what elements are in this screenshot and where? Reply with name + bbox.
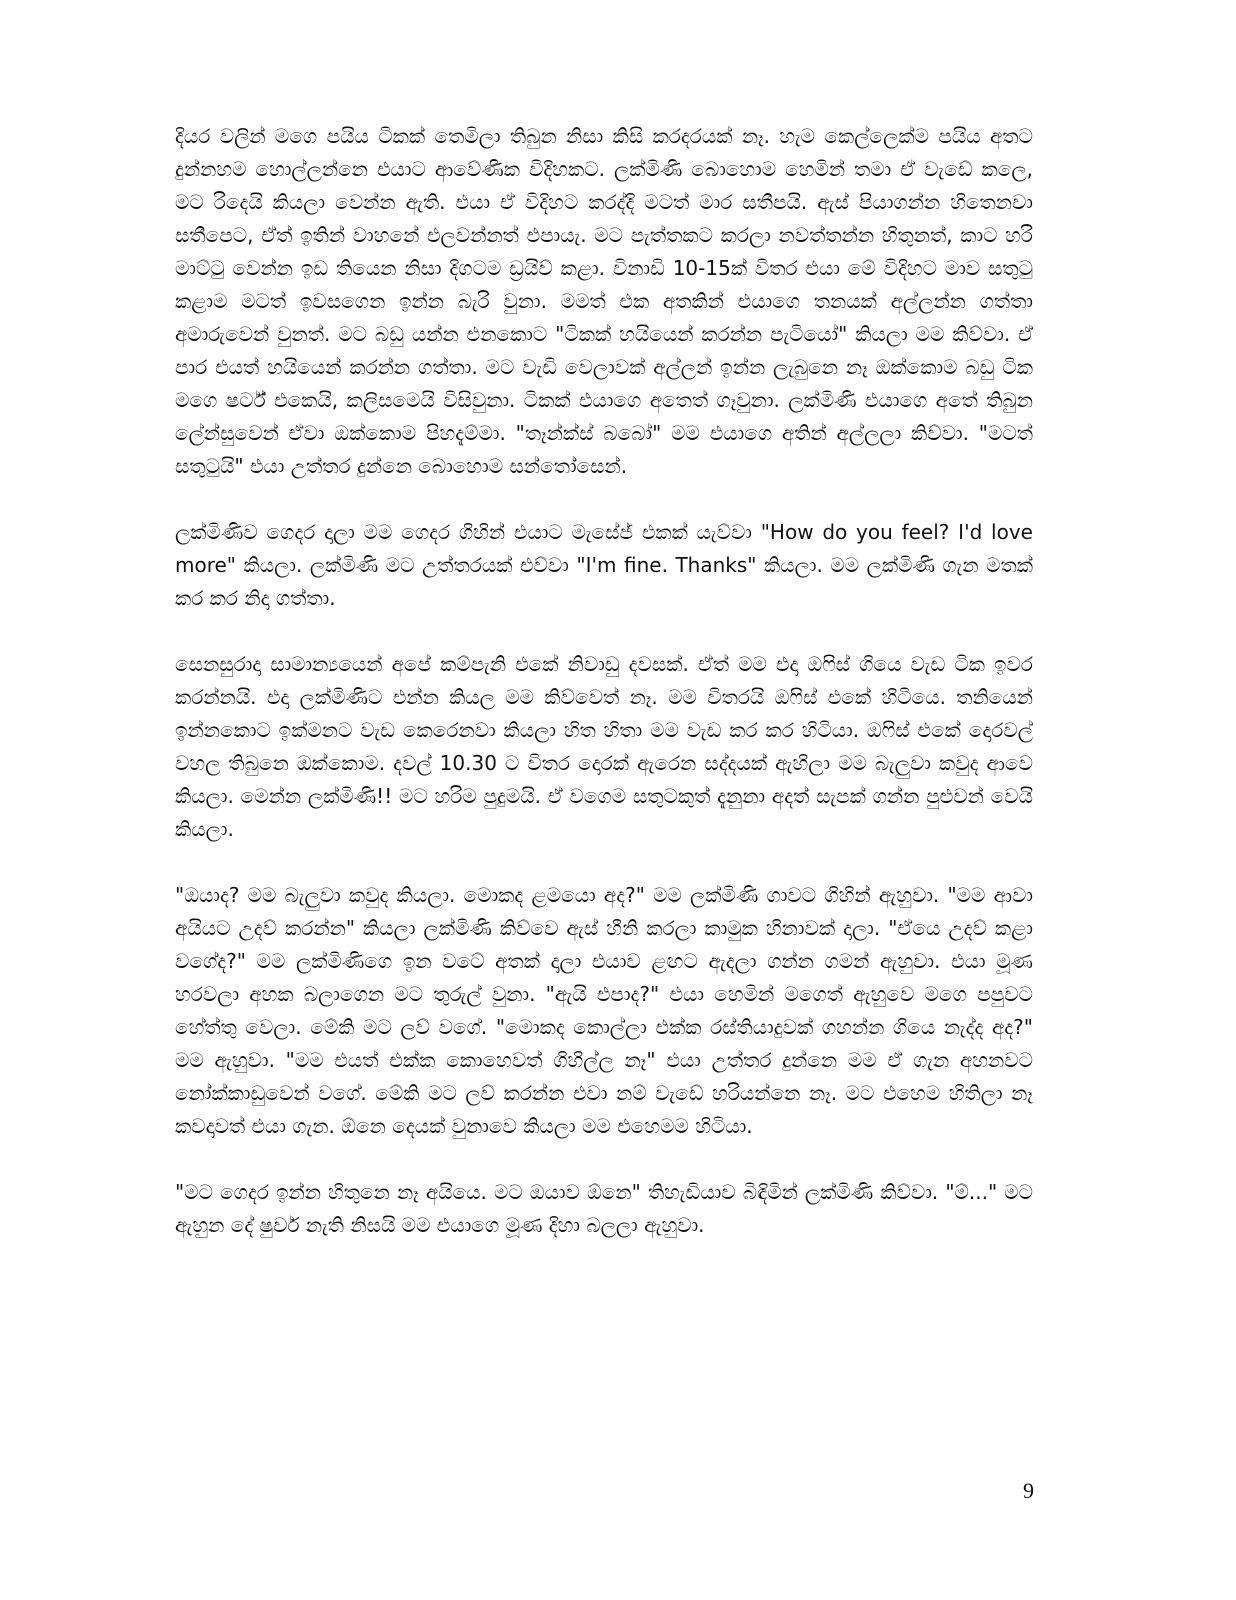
paragraph-4: "ඔයාද? මම බැලුවා කවුද කියලා. මොකද ළමයො අද?" මම ලක්මිණි ගාවට ගිහින් ඇහුවා. "මම ආවා අයියට උදව් කරන්න" කියලා ලක්මිණි කිව්වෙ ඇස් හීනි කරලා කාමුක හිනාවක් දාලා. "ඒයෙ උදව් කළා වගේද?" මම ලක්මිණිගෙ ඉන වටේ අතක් දාලා එයාව ළඟට ඇදලා ගන්න ගමන් ඇහුවා. එයා මූණ හරවලා අහක බලාගෙන මට තුරුල් වුනා. "ඇයි එපාද?" එයා හෙමින් මගෙත් ඇහුවෙ මගෙ පපුවට හේත්තු වෙලා. මේකි මට ලව් වගේ. "මොකද කොල්ලා එක්ක රස්තියාදුවක් ගහන්න ගියෙ නැද්ද අද?" මම ඇහුවා. "මම එයත් එක්ක කොහෙවත් ගිහිල්ල නෑ" එයා උත්තර දුන්නෙ මම ඒ ගැන අහනවට නෝක්කාඩුවෙන් වගේ. මේකි මට ලව් කරන්න එවා නම් වැඩේ හරියන්නෙ නෑ. මට එහෙම හිතිලා නෑ කවදාවත් එයා ගැන. ඕනෙ දෙයක් වුනාවෙ කියලා මම එහෙමම හිටියා.: [175, 883, 1033, 1138]
paragraph-1: දියර වලින් මගෙ පයිය ටිකක් තෙමිලා තිබුන නිසා කිසි කරදරයක් නෑ. හැම කෙල්ලෙක්ම පයිය අතට දුන්නහම හොල්ලන්නෙ එයාට ආවේණික විදිහකට. ලක්මිණි බොහොම හෙමින් තමා ඒ වැඩේ කලෙ, මට රිදෙයි කියලා වෙන්න ඇති. එයා ඒ විදිහට කරද්දි මටත් මාර සතීපයි. ඇස් පියාගන්න හිතෙනවා සතීපෙට, ඒත් ඉතින් වාහනේ එලවන්නත් එපායැ. මට පැත්තකට කරලා නවත්තන්න හිතුනත්, කාට හරි මාට්ටු වෙන්න ඉඩ තියෙන නිසා දිගටම ඩ්‍රයිව් කළා. විනාඩි 10-15ක් විතර එයා මේ විදිහට මාව සතුටු කළාම මටත් ඉවසගෙන ඉන්න බැරි වුනා. මමත් එක අතකින් එයාගෙ තනයක් අල්ලන්න ගත්තා අමාරුවෙන් වුනත්. මට බඩු යන්න එනකොට "ටිකක් හයියෙන් කරන්න පැටියෝ" කියලා මම කිව්වා. ඒ පාර එයත් හයියෙන් කරන්න ගත්තා. මට වැඩි වෙලාවක් අල්ලන් ඉන්න ලැබුනෙ නෑ ඔක්කොම බඩු ටික මගෙ ෂර්ට් එකෙයි, කලිසමෙයි විසිවුනා. ටිකක් එයාගෙ අතෙත් ගෑවුනා. ලක්මිණි එයාගෙ අතේ තිබුන ලේන්සුවෙන් ඒවා ඔක්කොම පිහදැම්මා. "තෑන්ක්ස් බබෝ" මම එයාගෙ අතින් අල්ලලා කිව්වා. "මටත් සතුටුයි" එයා උත්තර දුන්නෙ බොහොම සන්තෝසෙන්.: [175, 124, 1033, 478]
paragraph-2: ලක්මිණිව ගෙදර දාලා මම ගෙදර ගිහින් එයාට මැසේජ් එකක් යැව්වා "How do you feel? I'd love more" කියලා. ලක්මිණි මට උත්තරයක් එව්වා "I'm fine. Thanks" කියලා. මම ලක්මිණි ගැන මතක් කර කර නිදා ගත්තා.: [175, 520, 1033, 610]
paragraph-5: "මට ගෙදර ඉන්න හිතුනෙ නෑ අයියෙ. මට ඔයාව ඕනෙ" තිහැඩියාව බිඳිමින් ලක්මිණි කිව්වා. "ම්..." මට ඇහුන දේ ෂුවර් නැති නිසයි මම එයාගෙ මූණ දිහා බලලා ඇහුවා.: [175, 1180, 1033, 1237]
page-number: 9: [1023, 1478, 1034, 1503]
page-body-text: [175, 120, 1033, 1275]
paragraph-3: සෙනසුරාදා සාමාන්‍යයෙන් අපේ කම්පැනි එකේ නිවාඩු දවසක්. ඒත් මම එදා ඔෆිස් ගියෙ වැඩ ටික ඉවර කරන්නයි. එදා ලක්මිණිට එන්න කියල මම කිව්වෙත් නෑ. මම විතරයි ඔෆිස් එකේ හිටියෙ. තනියෙන් ඉන්නකොට ඉක්මනට වැඩ කෙරෙනවා කියලා හිත හිතා මම වැඩ කර කර හිටියා. ඔෆිස් එකේ දොරවල් වහල තිබුනෙ ඔක්කොම. දවල් 10.30 ට විතර දොරක් ඇරෙන සද්දයක් ඇහිලා මම බැලුවා කවුද ආවෙ කියලා. මෙන්න ලක්මිණි!! මට හරිම පුදුමයි. ඒ වගෙම සතුටකුත් දැනුනා අදත් සැපක් ගන්න පුළුවන් වෙයි කියලා.: [175, 652, 1033, 841]
